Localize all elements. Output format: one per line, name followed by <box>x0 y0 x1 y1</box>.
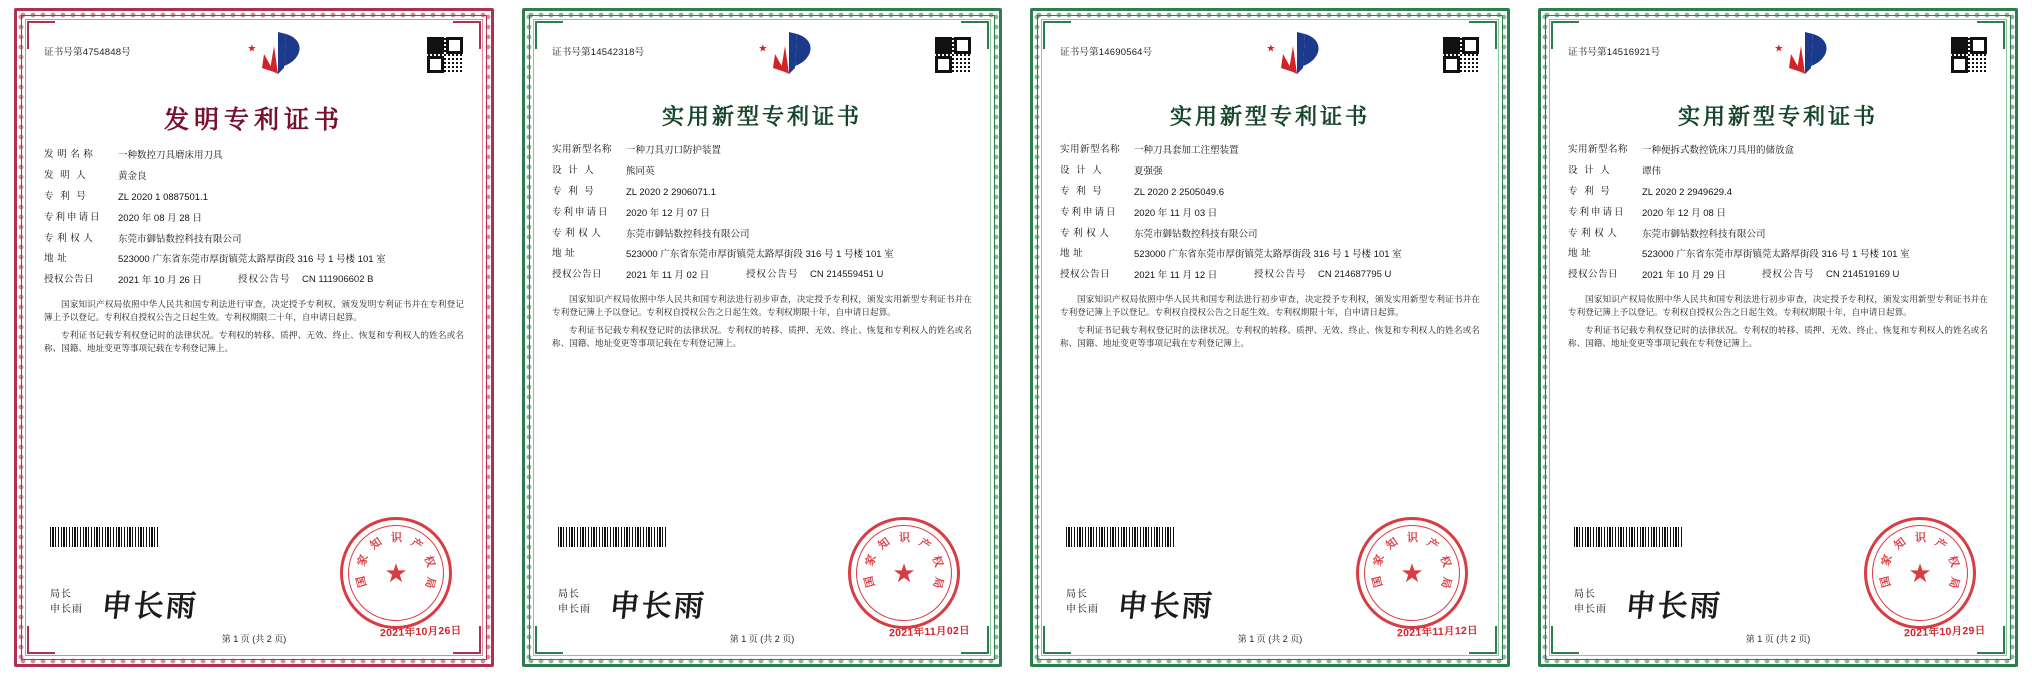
seal-char: 国 <box>1370 574 1386 589</box>
qr-code-icon <box>1950 36 1988 74</box>
field-row <box>552 229 972 241</box>
legal-text <box>1568 294 1988 351</box>
seal-char: 知 <box>1384 535 1401 553</box>
field-value: ZL 2020 2 2949629.4 <box>1642 186 1732 198</box>
grant-date-value: 2021 年 11 月 12 日 <box>1134 270 1218 282</box>
field-value: 一种刀具套加工注塑装置 <box>1134 145 1239 156</box>
legal-paragraph: 国家知识产权局依照中华人民共和国专利法进行初步审查，决定授予专利权，颁发实用新型专利证书并在专利登记簿上予以登记。专利权自授权公告之日起生效。专利权期限十年，自申请日起算。 <box>1060 295 1480 319</box>
signature-name: 申长雨 <box>50 604 83 615</box>
certificate <box>1538 8 2018 667</box>
field-row <box>1568 249 1988 261</box>
cnipa-emblem-icon <box>1761 28 1849 86</box>
handwritten-signature: 申长雨 <box>607 589 708 624</box>
legal-paragraph: 专利证书记载专利权登记时的法律状况。专利权的转移、质押、无效、终止、恢复和专利权人的姓名或名称、国籍、地址变更等事项记载在专利登记簿上。 <box>44 330 464 355</box>
legal-paragraph: 专利证书记载专利权登记时的法律状况。专利权的转移、质押、无效、终止、恢复和专利权人的姓名或名称、国籍、地址变更等事项记载在专利登记簿上。 <box>1060 325 1480 350</box>
certificate-header <box>44 30 464 90</box>
seal-star-icon: ★ <box>384 558 408 588</box>
signature-name: 申长雨 <box>1066 604 1099 615</box>
seal-date: 2021年11月12日 <box>1396 624 1479 640</box>
seal-char: 局 <box>930 575 945 590</box>
grant-number-label: 授权公告号 <box>1762 269 1815 281</box>
certificate-slot-4[interactable] <box>1524 0 2032 677</box>
field-value: 一种刀具刃口防护装置 <box>626 145 722 156</box>
seal-date: 2021年11月02日 <box>888 624 971 640</box>
field-label: 实用新型名称 <box>1060 144 1121 155</box>
field-value: 2020 年 12 月 07 日 <box>626 207 710 219</box>
legal-text <box>1060 294 1480 351</box>
legal-text <box>44 299 464 356</box>
grant-number-value: CN 214559451 U <box>810 269 884 281</box>
seal-char: 产 <box>1424 536 1441 553</box>
seal-date: 2021年10月26日 <box>380 624 463 640</box>
certificate-slot-1[interactable] <box>0 0 508 677</box>
field-row <box>552 208 972 220</box>
grant-number-value: CN 214519169 U <box>1826 269 1900 281</box>
qr-code-icon <box>426 36 464 74</box>
seal-char: 权 <box>1437 554 1453 569</box>
field-value: 谭伟 <box>1642 165 1662 177</box>
field-value: 夏强强 <box>1134 165 1163 177</box>
certificate-title: 实用新型专利证书 <box>1677 104 1878 130</box>
field-label: 专 利 权 人 <box>552 227 602 239</box>
grant-number-value: CN 111906602 B <box>302 274 374 286</box>
field-value: 东莞市御钻数控科技有限公司 <box>1134 228 1258 240</box>
field-label: 地 址 <box>44 253 68 265</box>
field-value: 东莞市御钻数控科技有限公司 <box>118 233 242 245</box>
field-row <box>552 166 972 178</box>
field-value: 2020 年 08 月 28 日 <box>118 212 202 224</box>
field-label: 专利申请日 <box>552 206 610 218</box>
legal-paragraph: 专利证书记载专利权登记时的法律状况。专利权的转移、质押、无效、终止、恢复和专利权人的姓名或名称、国籍、地址变更等事项记载在专利登记簿上。 <box>1568 325 1988 350</box>
certificate <box>14 8 494 667</box>
field-label: 实用新型名称 <box>1568 144 1629 155</box>
field-label: 地 址 <box>1568 248 1592 260</box>
signature-title: 局长 <box>1574 589 1596 600</box>
field-value: 523000 广东省东莞市厚街镇莞太路厚街段 316 号 1 号楼 101 室 <box>118 254 386 266</box>
legal-paragraph: 国家知识产权局依照中华人民共和国专利法进行初步审查，决定授予专利权，颁发实用新型专利证书并在专利登记簿上予以登记。专利权自授权公告之日起生效。专利权期限十年，自申请日起算。 <box>1568 295 1988 319</box>
field-row <box>44 213 464 225</box>
field-row <box>1060 145 1480 157</box>
certificate-title: 发明专利证书 <box>163 105 344 134</box>
legal-text <box>552 294 972 351</box>
seal-star-icon: ★ <box>892 558 916 588</box>
barcode-icon <box>558 527 666 547</box>
barcode-icon <box>1066 527 1174 547</box>
field-label: 专 利 号 <box>44 190 88 202</box>
field-value: ZL 2020 2 2906071.1 <box>626 186 716 198</box>
field-value: 东莞市御钻数控科技有限公司 <box>626 228 750 240</box>
field-value: ZL 2020 1 0887501.1 <box>118 191 208 203</box>
field-label: 专 利 号 <box>552 185 596 197</box>
qr-code-icon <box>1442 36 1480 74</box>
field-label: 发 明 人 <box>44 169 88 181</box>
field-list <box>1060 145 1480 282</box>
field-row <box>1568 166 1988 178</box>
seal-char: 局 <box>1946 575 1961 590</box>
grant-date-value: 2021 年 10 月 26 日 <box>118 275 202 287</box>
seal-char: 知 <box>368 535 385 553</box>
grant-date-label: 授权公告日 <box>1568 269 1619 281</box>
field-label: 实用新型名称 <box>552 144 613 155</box>
field-value: 523000 广东省东莞市厚街镇莞太路厚街段 316 号 1 号楼 101 室 <box>1642 249 1910 261</box>
certificate-title: 实用新型专利证书 <box>1169 104 1370 130</box>
certificate <box>1030 8 1510 667</box>
official-seal-icon <box>1356 517 1468 629</box>
grant-number-label: 授权公告号 <box>1254 269 1307 281</box>
field-row <box>44 254 464 266</box>
field-value: 一种便拆式数控铣床刀具用的储放盒 <box>1642 145 1795 156</box>
handwritten-signature: 申长雨 <box>99 589 200 624</box>
signature-title: 局长 <box>1066 589 1088 600</box>
grant-row <box>44 275 464 287</box>
field-value: 2020 年 12 月 08 日 <box>1642 207 1726 219</box>
certificate-header <box>552 30 972 90</box>
field-row <box>552 187 972 199</box>
field-value: ZL 2020 2 2505049.6 <box>1134 186 1224 198</box>
field-row <box>1060 249 1480 261</box>
certificate-body <box>1046 24 1494 651</box>
certificate-number: 证书号第14690564号 <box>1060 47 1153 58</box>
signature-name: 申长雨 <box>1574 604 1607 615</box>
handwritten-signature: 申长雨 <box>1623 589 1724 624</box>
certificate-slot-2[interactable] <box>508 0 1016 677</box>
barcode-icon <box>1574 527 1682 547</box>
page-footer: 第 1 页 (共 2 页) <box>1237 634 1303 644</box>
field-value: 一种数控刀具磨床用刀具 <box>118 150 223 161</box>
field-label: 专 利 号 <box>1060 185 1104 197</box>
field-label: 发 明 名 称 <box>44 149 94 160</box>
field-list <box>44 150 464 287</box>
field-label: 地 址 <box>1060 248 1084 260</box>
field-row <box>44 234 464 246</box>
field-row <box>44 171 464 183</box>
seal-char: 产 <box>916 536 933 553</box>
grant-date-label: 授权公告日 <box>552 269 603 281</box>
field-row <box>1060 166 1480 178</box>
page-footer: 第 1 页 (共 2 页) <box>221 634 287 644</box>
field-value: 523000 广东省东莞市厚街镇莞太路厚街段 316 号 1 号楼 101 室 <box>1134 249 1402 261</box>
field-label: 专 利 权 人 <box>1568 227 1618 239</box>
field-value: 黄金良 <box>118 170 147 182</box>
official-seal-icon <box>1864 517 1976 629</box>
field-value: 523000 广东省东莞市厚街镇莞太路厚街段 316 号 1 号楼 101 室 <box>626 249 894 261</box>
signature-block <box>50 587 83 617</box>
field-label: 专利申请日 <box>1060 206 1118 218</box>
field-value: 东莞市御钻数控科技有限公司 <box>1642 228 1766 240</box>
seal-char: 局 <box>1438 575 1453 590</box>
signature-title: 局长 <box>50 589 72 600</box>
barcode-icon <box>50 527 158 547</box>
field-label: 地 址 <box>552 248 576 260</box>
seal-char: 国 <box>354 574 370 589</box>
seal-char: 产 <box>1932 536 1949 553</box>
field-row <box>1060 229 1480 241</box>
field-row <box>1060 187 1480 199</box>
page-footer: 第 1 页 (共 2 页) <box>729 634 795 644</box>
field-row <box>1568 229 1988 241</box>
certificate-body <box>30 24 478 651</box>
grant-date-value: 2021 年 11 月 02 日 <box>626 270 710 282</box>
seal-char: 识 <box>899 532 910 544</box>
seal-char: 家 <box>863 553 879 568</box>
signature-block <box>1066 587 1099 617</box>
field-label: 专 利 号 <box>1568 185 1612 197</box>
certificate-body <box>1554 24 2002 651</box>
certificate-title: 实用新型专利证书 <box>661 104 862 130</box>
field-label: 设 计 人 <box>1060 164 1104 176</box>
field-label: 设 计 人 <box>1568 164 1612 176</box>
grant-date-label: 授权公告日 <box>1060 269 1111 281</box>
seal-char: 权 <box>1945 554 1961 569</box>
certificate-slot-3[interactable] <box>1016 0 1524 677</box>
signature-block <box>1574 587 1607 617</box>
grant-row <box>1568 270 1988 282</box>
certificate-number: 证书号第14542318号 <box>552 47 645 58</box>
field-list <box>552 145 972 282</box>
legal-paragraph: 专利证书记载专利权登记时的法律状况。专利权的转移、质押、无效、终止、恢复和专利权人的姓名或名称、国籍、地址变更等事项记载在专利登记簿上。 <box>552 325 972 350</box>
field-label: 专利申请日 <box>44 211 102 223</box>
seal-char: 知 <box>1892 535 1909 553</box>
grant-number-value: CN 214687795 U <box>1318 269 1392 281</box>
signature-block <box>558 587 591 617</box>
grant-row <box>552 270 972 282</box>
seal-char: 国 <box>1878 574 1894 589</box>
field-row <box>1568 145 1988 157</box>
field-list <box>1568 145 1988 282</box>
certificate-header <box>1568 30 1988 90</box>
seal-char: 产 <box>408 536 425 553</box>
cnipa-emblem-icon <box>234 28 322 86</box>
certificate <box>522 8 1002 667</box>
field-row <box>552 145 972 157</box>
grant-number-label: 授权公告号 <box>238 274 291 286</box>
signature-title: 局长 <box>558 589 580 600</box>
official-seal-icon <box>340 517 452 629</box>
field-row <box>1568 208 1988 220</box>
seal-char: 家 <box>1879 553 1895 568</box>
seal-char: 知 <box>876 535 893 553</box>
field-row <box>1568 187 1988 199</box>
signature-name: 申长雨 <box>558 604 591 615</box>
legal-paragraph: 国家知识产权局依照中华人民共和国专利法进行初步审查，决定授予专利权，颁发实用新型专利证书并在专利登记簿上予以登记。专利权自授权公告之日起生效。专利权期限十年，自申请日起算。 <box>552 295 972 319</box>
certificate-number: 证书号第14516921号 <box>1568 47 1661 58</box>
grant-number-label: 授权公告号 <box>746 269 799 281</box>
seal-char: 局 <box>422 575 437 590</box>
seal-char: 国 <box>862 574 878 589</box>
certificate-body <box>538 24 986 651</box>
seal-char: 权 <box>929 554 945 569</box>
field-value: 熊同英 <box>626 165 655 177</box>
seal-char: 识 <box>1407 532 1418 544</box>
certificate-number: 证书号第4754848号 <box>44 47 131 58</box>
field-row <box>552 249 972 261</box>
field-row <box>44 150 464 162</box>
field-row <box>1060 208 1480 220</box>
page-footer: 第 1 页 (共 2 页) <box>1745 634 1811 644</box>
seal-char: 识 <box>1915 532 1926 544</box>
grant-date-label: 授权公告日 <box>44 274 95 286</box>
official-seal-icon <box>848 517 960 629</box>
field-row <box>44 192 464 204</box>
cnipa-emblem-icon <box>745 28 833 86</box>
qr-code-icon <box>934 36 972 74</box>
legal-paragraph: 国家知识产权局依照中华人民共和国专利法进行审查，决定授予专利权，颁发发明专利证书并在专利登记簿上予以登记。专利权自授权公告之日起生效。专利权期限二十年，自申请日起算。 <box>44 300 464 324</box>
seal-char: 识 <box>391 532 402 544</box>
seal-date: 2021年10月29日 <box>1904 624 1987 640</box>
seal-star-icon: ★ <box>1400 558 1424 588</box>
seal-char: 权 <box>421 554 437 569</box>
seal-char: 家 <box>1371 553 1387 568</box>
field-value: 2020 年 11 月 03 日 <box>1134 207 1218 219</box>
certificate-header <box>1060 30 1480 90</box>
field-label: 专利申请日 <box>1568 206 1626 218</box>
seal-char: 家 <box>355 553 371 568</box>
field-label: 设 计 人 <box>552 164 596 176</box>
grant-date-value: 2021 年 10 月 29 日 <box>1642 270 1726 282</box>
cnipa-emblem-icon <box>1253 28 1341 86</box>
grant-row <box>1060 270 1480 282</box>
handwritten-signature: 申长雨 <box>1115 589 1216 624</box>
seal-star-icon: ★ <box>1908 558 1932 588</box>
field-label: 专 利 权 人 <box>1060 227 1110 239</box>
field-label: 专 利 权 人 <box>44 232 94 244</box>
